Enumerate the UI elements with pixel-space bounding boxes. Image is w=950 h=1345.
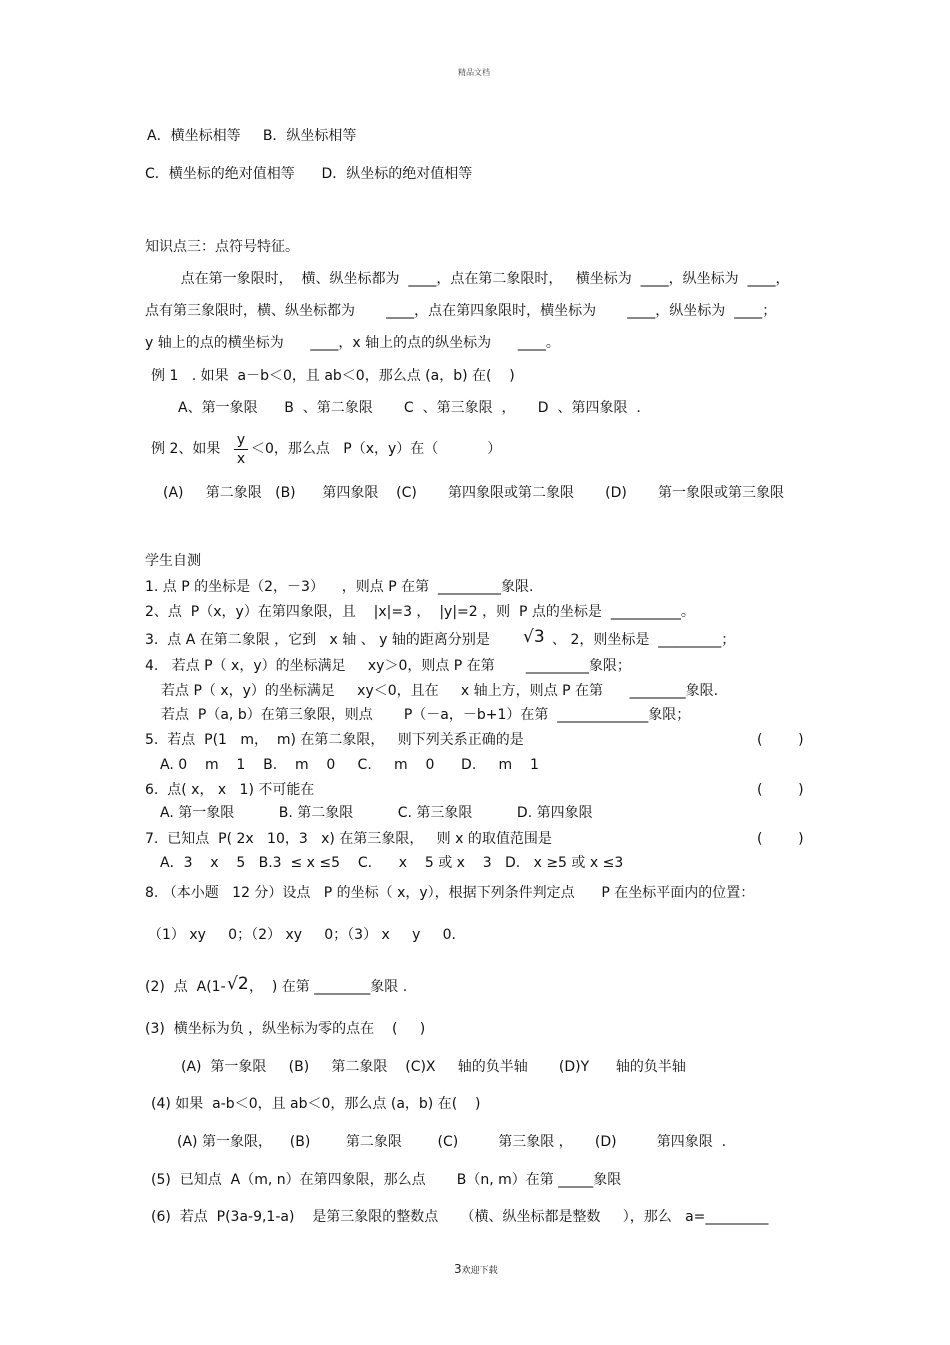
question-4: 4. 若点 P（ x，y）的坐标满足 xy＞0，则点 P 在第 _________象限； <box>145 658 631 674</box>
problem-2-suffix: ， ) 在第 ________象限 . <box>249 979 408 995</box>
section-title: 知识点三：点符号特征。 <box>145 239 299 255</box>
question-6: 6. 点( x， x 1) 不可能在 <box>145 782 315 798</box>
question-6-options: A. 第一象限 B. 第二象限 C. 第三象限 D. 第四象限 <box>160 805 593 821</box>
fraction-denominator: x <box>236 451 246 467</box>
question-3-suffix: 、 2，则坐标是 _________； <box>552 632 736 648</box>
sqrt-3: √3 <box>523 627 545 647</box>
problem-4-options: (A) 第一象限， (B) 第二象限 (C) 第三象限 ， (D) 第四象限 . <box>177 1134 727 1150</box>
example-2-suffix: ＜0，那么点 P（x，y）在（ ） <box>251 441 502 457</box>
question-2: 2、点 P（x，y）在第四象限，且 |x|=3 ， |y|=2 ，则 P 点的坐标是 __________。 <box>145 604 695 620</box>
question-3: 3. 点 A 在第二象限 ，它到 x 轴 、 y 轴的距离分别是 <box>145 632 490 648</box>
answer-paren: ( ) <box>757 782 804 798</box>
problem-2: (2) 点 A(1- <box>145 979 226 995</box>
question-7: 7. 已知点 P( 2x 10，3 x) 在第三象限， 则 x 的取值范围是 <box>145 831 552 847</box>
question-7-options: A．3 x 5 B.3 ≤ x ≤5 C. x 5 或 x 3 D. x ≥5 或 x ≤3 <box>160 855 624 871</box>
question-4b: 若点 P（ x，y）的坐标满足 xy＜0，且在 x 轴上方，则点 P 在第 ________象限. <box>161 683 719 699</box>
problem-3-options: (A) 第一象限 (B) 第二象限 (C)X 轴的负半轴 (D)Y 轴的负半轴 <box>181 1059 686 1075</box>
text-line: 点在第一象限时， 横、纵坐标都为 ____，点在第二象限时， 横坐标为 ____，纵坐标为 ____， <box>145 271 790 287</box>
option-line-cd: C．横坐标的绝对值相等 D．纵坐标的绝对值相等 <box>145 166 473 182</box>
page-footer <box>454 1262 498 1276</box>
section-title: 学生自测 <box>145 553 201 569</box>
answer-paren: ( ) <box>757 831 804 847</box>
answer-paren: ( ) <box>757 732 804 748</box>
example-1: 例 1 . 如果 a－b＜0，且 ab＜0，那么点 (a，b) 在( ) <box>151 368 515 384</box>
question-5: 5. 若点 P(1 m， m) 在第二象限， 则下列关系正确的是 <box>145 732 524 748</box>
question-1: 1. 点 P 的坐标是（2，－3） ，则点 P 在第 _________象限. <box>145 579 534 595</box>
fraction-y-over-x <box>234 432 248 467</box>
text-line: 点有第三象限时，横、纵坐标都为 ____，点在第四象限时，横坐标为 ____，纵坐标为 ____； <box>145 303 777 319</box>
question-8-conditions: （1） xy 0；（2） xy 0；（3） x y 0. <box>148 927 456 943</box>
problem-3: (3) 横坐标为负 ，纵坐标为零的点在 ( ) <box>145 1021 426 1037</box>
question-4c: 若点 P（a, b）在第三象限，则点 P（－a，－b+1）在第 _____________象限； <box>161 707 691 723</box>
example-2-prefix: 例 2、如果 <box>151 441 221 457</box>
sqrt-2: √2 <box>227 974 249 994</box>
option-line-ab: A．横坐标相等 B．纵坐标相等 <box>147 128 357 144</box>
example-1-options: A、第一象限 B 、第二象限 C 、第三象限 ， D 、第四象限 . <box>178 400 641 416</box>
fraction-bar <box>234 449 248 450</box>
page-number: 3 <box>454 1262 462 1276</box>
footer-text: 欢迎下载 <box>461 1266 498 1276</box>
fraction-numerator: y <box>236 432 246 448</box>
example-2-options: (A) 第二象限 (B) 第四象限 (C) 第四象限或第二象限 (D) 第一象限或第三象限 <box>163 485 784 501</box>
problem-4: (4) 如果 a-b＜0，且 ab＜0，那么点 (a，b) 在( ) <box>151 1096 481 1112</box>
problem-5: (5) 已知点 A（m, n）在第四象限，那么点 B（n, m）在第 _____象限 <box>151 1172 622 1188</box>
text-line: y 轴上的点的横坐标为 ____，x 轴上的点的纵坐标为 ____。 <box>145 335 560 351</box>
question-5-options: A. 0 m 1 B. m 0 C. m 0 D. m 1 <box>160 757 539 773</box>
page-header: 精品文档 <box>458 68 490 77</box>
problem-6: (6) 若点 P(3a-9,1-a) 是第三象限的整数点 （横、纵坐标都是整数 ），那么 a=_________ <box>151 1209 769 1225</box>
question-8: 8. （本小题 12 分）设点 P 的坐标（ x，y），根据下列条件判定点 P 在坐标平面内的位置： <box>145 885 755 901</box>
